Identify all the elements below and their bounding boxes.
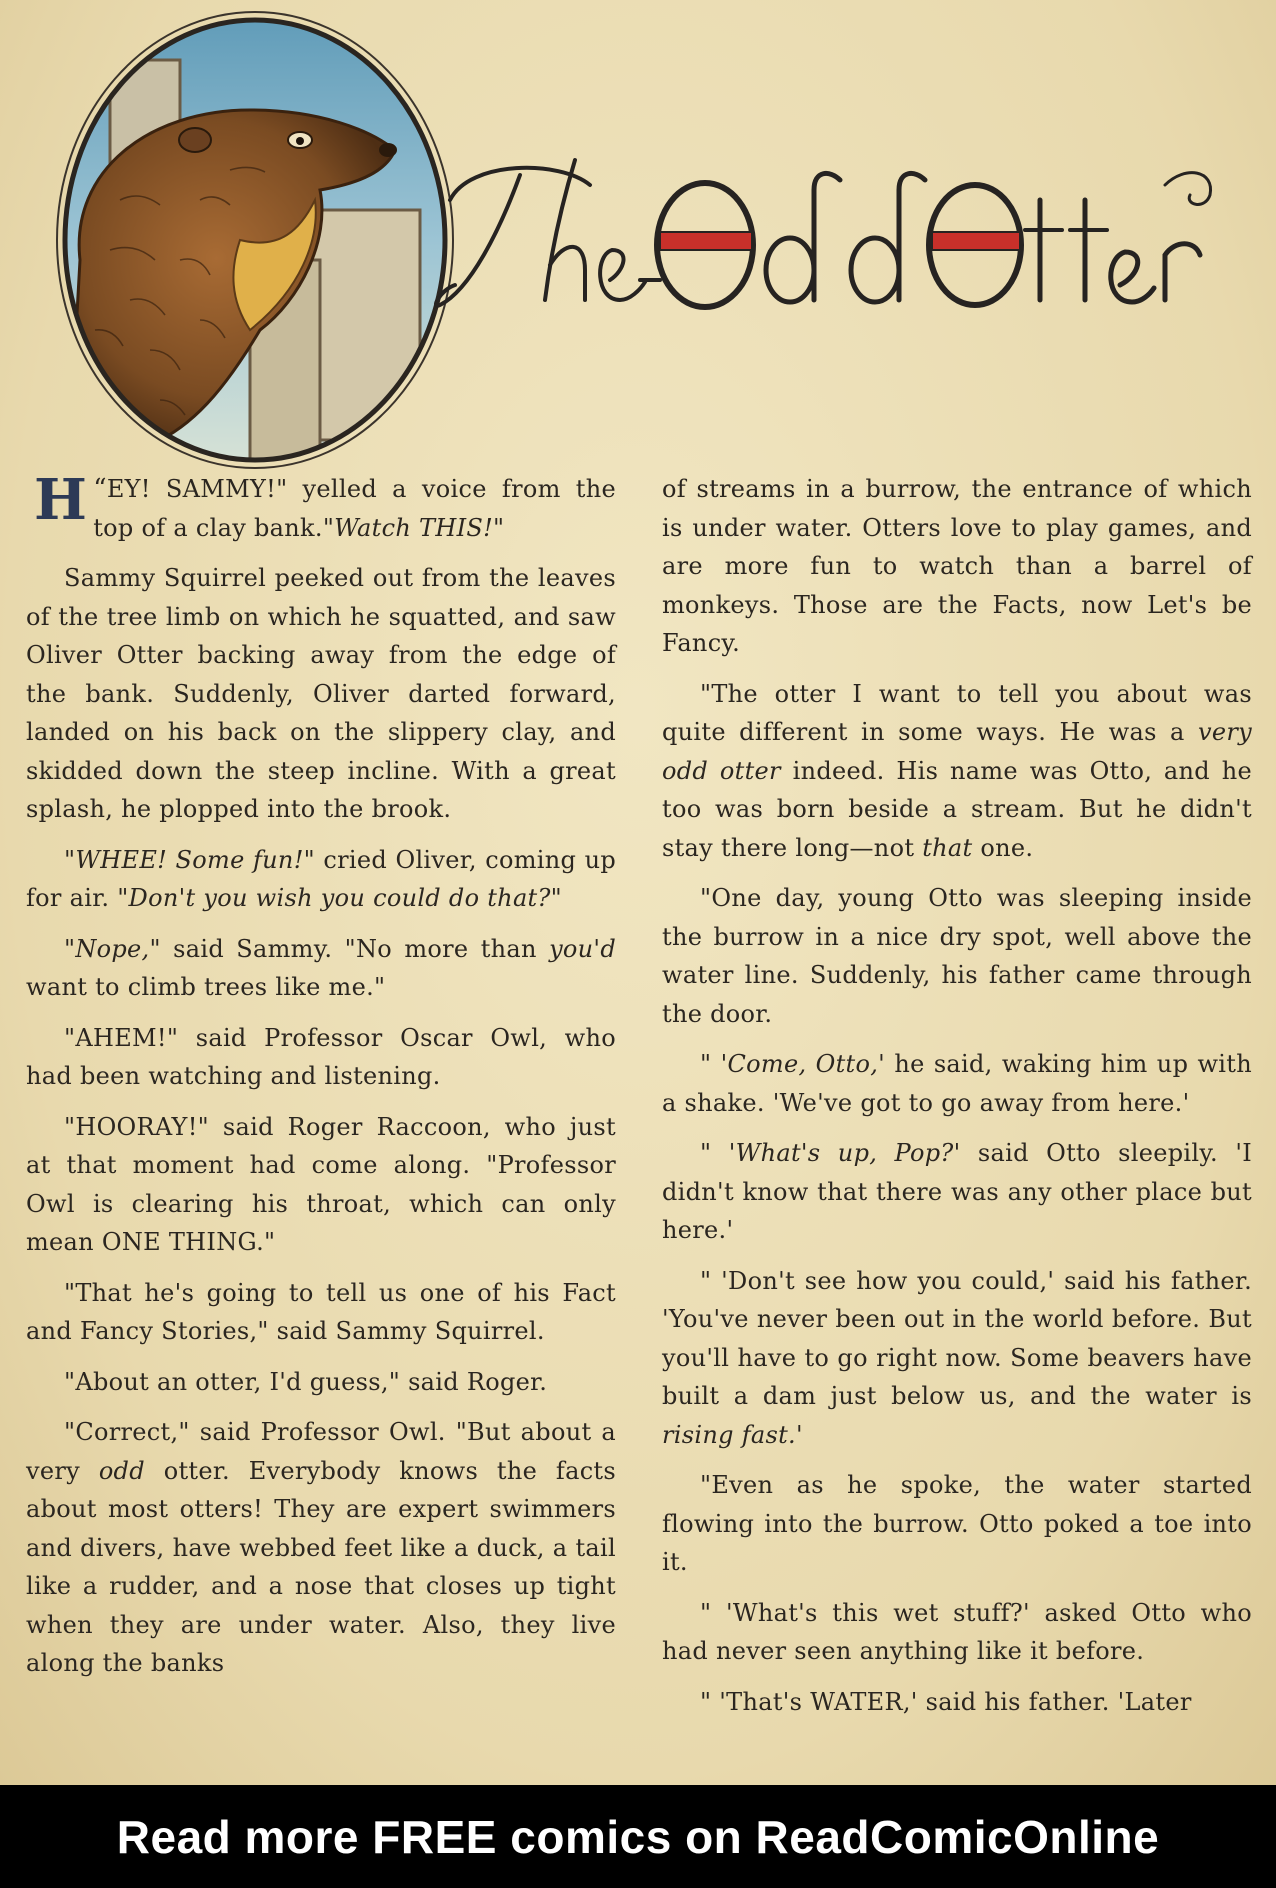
paragraph: "That he's going to tell us one of his Fact and Fancy Stories," said Sammy Squirrel. — [26, 1278, 616, 1345]
story-header — [0, 0, 1276, 470]
promo-banner-text[interactable]: Read more FREE comics on ReadComicOnline — [116, 1810, 1160, 1863]
paragraph: “ H EY! SAMMY!" yelled a voice from the top of a clay bank."Watch THIS!" — [34, 467, 616, 542]
paragraph: Sammy Squirrel peeked out from the leaves of the tree limb on which he squatted, and saw Oliver Otter backing away from the edge of the bank. Suddenly, Oliver darted forward, landed on his back on the slippery clay, and skidded down the steep incline. With a great splash, he plopped into the brook. — [26, 564, 616, 823]
left-column — [26, 467, 617, 1695]
right-column — [662, 470, 1252, 1733]
paragraph: "HOORAY!" said Roger Raccoon, who just at that moment had come along. "Professor Owl is clearing his throat, which can only mean ONE THING." — [26, 1112, 616, 1256]
paragraph: "One day, young Otto was sleeping inside the burrow in a nice dry spot, well above the water line. Suddenly, his father came through the door. — [662, 884, 1252, 1028]
drop-cap: H — [34, 467, 88, 533]
paragraph: "Nope," said Sammy. "No more than you'd want to climb trees like me." — [26, 934, 616, 1001]
paragraph: "The otter I want to tell you about was quite different in some ways. He was a very odd otter indeed. His name was Otto, and he too was born beside a stream. But he didn't stay there long—not that one. — [662, 679, 1252, 862]
paragraph: "About an otter, I'd guess," said Roger. — [64, 1367, 548, 1396]
paragraph: " 'That's WATER,' said his father. 'Later — [700, 1687, 1192, 1716]
paragraph: " 'What's this wet stuff?' asked Otto who had never seen anything like it before. — [662, 1598, 1252, 1665]
paragraph: " 'Don't see how you could,' said his father. 'You've never been out in the world before. But you'll have to go right now. Some beavers have built a dam just below us, and the water is rising fast.' — [662, 1266, 1252, 1449]
paragraph: " 'What's up, Pop?' said Otto sleepily. 'I didn't know that there was any other place but here.' — [662, 1139, 1252, 1244]
paragraph: "WHEE! Some fun!" cried Oliver, coming up for air. "Don't you wish you could do that?" — [26, 845, 617, 912]
paragraph: "Even as he spoke, the water started flowing into the burrow. Otto poked a toe into it. — [662, 1471, 1252, 1576]
paragraph: "Correct," said Professor Owl. "But about a very odd otter. Everybody knows the facts about most otters! They are expert swimmers and divers, have webbed feet like a duck, a tail like a rudder, and a nose that closes up tight when they are under water. Also, they live along the banks — [26, 1418, 616, 1677]
promo-banner[interactable] — [0, 1785, 1276, 1888]
paragraph: "AHEM!" said Professor Oscar Owl, who had been watching and listening. — [26, 1023, 616, 1090]
paragraph: " 'Come, Otto,' he said, waking him up with a shake. 'We've got to go away from here.' — [662, 1050, 1252, 1117]
otter-portrait — [60, 10, 460, 470]
paragraph: of streams in a burrow, the entrance of which is under water. Otters love to play games, and are more fun to watch than a barrel of monkeys. Those are the Facts, now Let's be Fancy. — [662, 475, 1252, 657]
